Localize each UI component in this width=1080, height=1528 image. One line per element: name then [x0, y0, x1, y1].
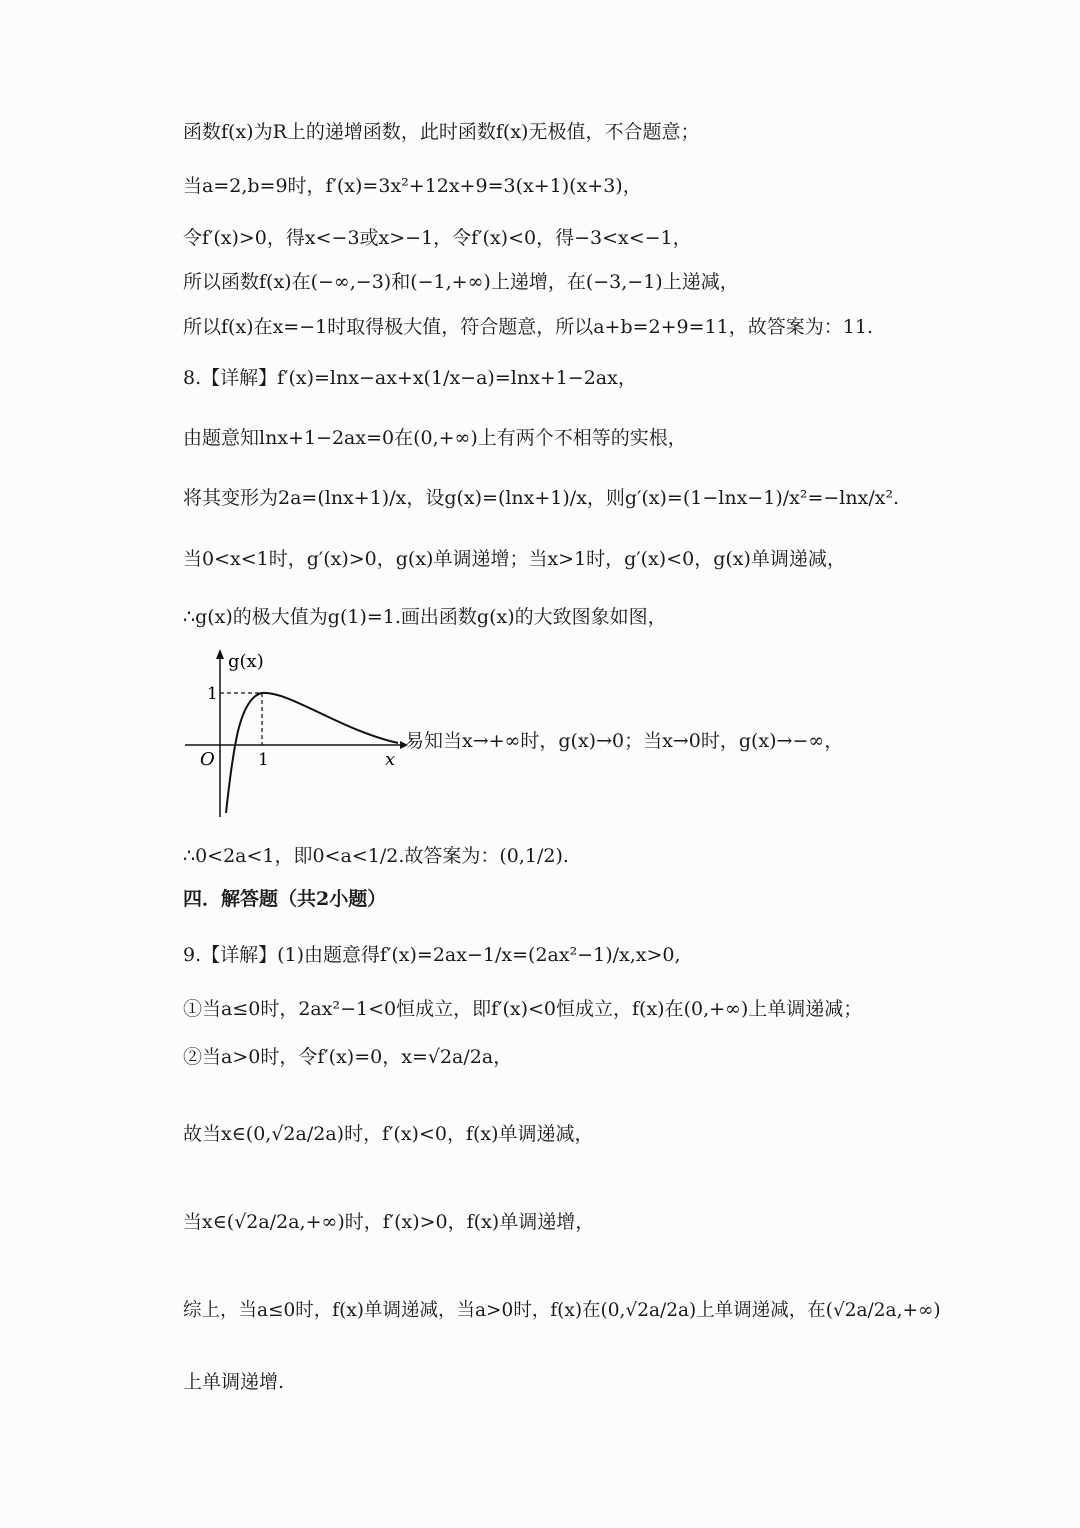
text-line-5: 所以f(x)在x=−1时取得极大值，符合题意，所以a+b=2+9=11，故答案为：11.: [183, 316, 873, 338]
text-line-15: 故当x∈(0,√2a/2a)时，f′(x)<0，f(x)单调递减，: [183, 1123, 594, 1145]
graph-one-y-label: 1: [207, 684, 218, 704]
text-line-2: 当a=2,b=9时，f′(x)=3x²+12x+9=3(x+1)(x+3)，: [183, 175, 642, 197]
text-line-1: 函数f(x)为R上的递增函数，此时函数f(x)无极值，不合题意；: [183, 121, 700, 143]
g-curve: [226, 693, 398, 813]
text-line-16: 当x∈(√2a/2a,+∞)时，f′(x)>0，f(x)单调递增，: [183, 1211, 595, 1233]
graph-y-label: g(x): [228, 651, 264, 672]
text-line-11: ∴0<2a<1，即0<a<1/2.故答案为：(0,1/2).: [183, 845, 569, 867]
text-line-8: 将其变形为2a=(lnx+1)/x，设g(x)=(lnx+1)/x，则g′(x)=(1−lnx−1)/x²=−lnx/x².: [183, 487, 900, 509]
graph-origin-label: O: [200, 749, 215, 770]
section-heading: 四．解答题（共2小题）: [183, 888, 387, 910]
text-line-18: 上单调递增.: [183, 1371, 285, 1393]
y-axis-arrow: [216, 649, 224, 659]
text-line-4: 所以函数f(x)在(−∞,−3)和(−1,+∞)上递增，在(−3,−1)上递减，: [183, 271, 739, 293]
graph-side-text: 易知当x→+∞时，g(x)→0；当x→0时，g(x)→−∞，: [405, 730, 844, 752]
text-line-13: ①当a≤0时，2ax²−1<0恒成立，即f′(x)<0恒成立，f(x)在(0,+∞)上单调递减；: [183, 998, 863, 1020]
graph-one-x-label: 1: [258, 750, 269, 770]
function-graph: [180, 645, 410, 820]
text-line-6: 8.【详解】f′(x)=lnx−ax+x(1/x−a)=lnx+1−2ax，: [183, 367, 637, 389]
text-line-14: ②当a>0时，令f′(x)=0，x=√2a/2a，: [183, 1046, 513, 1068]
text-line-17: 综上，当a≤0时，f(x)单调递减，当a>0时，f(x)在(0,√2a/2a)上单调递减，在(√2a/2a,+∞): [183, 1300, 941, 1321]
graph-x-label: x: [385, 749, 396, 770]
text-line-3: 令f′(x)>0，得x<−3或x>−1，令f′(x)<0，得−3<x<−1，: [183, 227, 692, 249]
text-line-7: 由题意知lnx+1−2ax=0在(0,+∞)上有两个不相等的实根，: [183, 427, 687, 449]
text-line-12: 9.【详解】(1)由题意得f′(x)=2ax−1/x=(2ax²−1)/x,x>0,: [183, 944, 681, 966]
text-line-10: ∴g(x)的极大值为g(1)=1.画出函数g(x)的大致图象如图，: [183, 606, 667, 628]
text-line-9: 当0<x<1时，g′(x)>0，g(x)单调递增；当x>1时，g′(x)<0，g(x)单调递减，: [183, 548, 846, 570]
